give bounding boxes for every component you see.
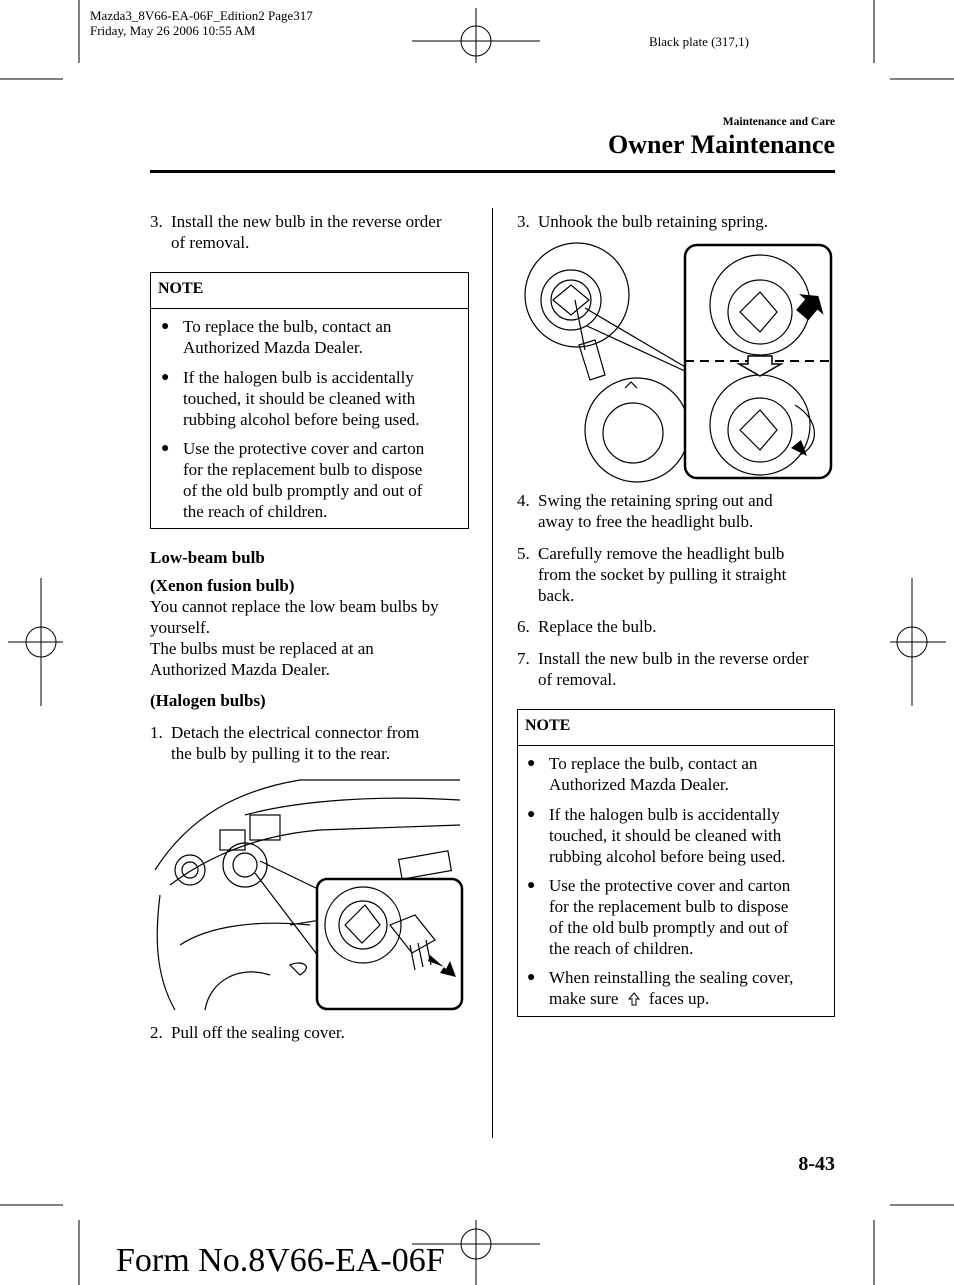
bullet-dot-icon: ● [161, 441, 170, 456]
step-text-line: the bulb by pulling it to the rear. [171, 744, 391, 763]
xenon-text-line: Authorized Mazda Dealer. [150, 660, 330, 679]
bullet-text: faces up. [648, 989, 710, 1008]
bullet-line: To replace the bulb, contact an [549, 754, 758, 773]
bullet-line: for the replacement bulb to dispose [183, 460, 423, 479]
low-beam-heading: Low-beam bulb [150, 548, 265, 567]
step-text-line: away to free the headlight bulb. [538, 512, 754, 531]
step-text-line: Swing the retaining spring out and [538, 491, 773, 510]
bullet-line: Authorized Mazda Dealer. [183, 338, 363, 357]
right-step-4 [517, 490, 837, 535]
bullet-line: Use the protective cover and carton [183, 439, 425, 458]
header-rule [150, 170, 835, 173]
left-step-1 [150, 722, 480, 767]
bullet-dot-icon: ● [527, 878, 536, 893]
bullet-line-with-icon [549, 988, 793, 1009]
step-number: 3. [517, 212, 530, 231]
bullet-line: of the old bulb promptly and out of [549, 918, 789, 937]
file-info-line2: Friday, May 26 2006 10:55 AM [90, 23, 256, 38]
xenon-text-line: yourself. [150, 618, 210, 637]
bullet-line: If the halogen bulb is accidentally [183, 368, 414, 387]
xenon-text-line: You cannot replace the low beam bulbs by [150, 597, 439, 616]
right-step-3 [517, 211, 837, 233]
step-number: 4. [517, 491, 530, 510]
form-number: Form No.8V66-EA-06F [116, 1242, 445, 1279]
bullet-line: Use the protective cover and carton [549, 876, 791, 895]
step-text-line: Install the new bulb in the reverse order [538, 649, 809, 668]
connector-illustration [150, 775, 470, 1015]
left-step-2 [150, 1022, 480, 1044]
bullet-line: To replace the bulb, contact an [183, 317, 392, 336]
bullet-dot-icon: ● [161, 370, 170, 385]
bullet-dot-icon: ● [527, 970, 536, 985]
bullet-line: the reach of children. [549, 939, 694, 958]
bullet-dot-icon: ● [527, 807, 536, 822]
file-info [90, 8, 313, 38]
step-text-line: Pull off the sealing cover. [171, 1023, 345, 1042]
bullet-line: of the old bulb promptly and out of [183, 481, 423, 500]
note-header [518, 710, 834, 746]
bullet-line: for the replacement bulb to dispose [549, 897, 789, 916]
file-info-line1: Mazda3_8V66-EA-06F_Edition2 Page317 [90, 8, 313, 23]
column-divider [492, 208, 493, 1138]
right-step-5 [517, 543, 837, 609]
bullet-line: touched, it should be cleaned with [549, 826, 782, 845]
step-text-line: of removal. [538, 670, 617, 689]
note-box-left [150, 272, 469, 529]
note-label: NOTE [525, 717, 571, 734]
step-text-line: Carefully remove the headlight bulb [538, 544, 785, 563]
note-label: NOTE [158, 280, 204, 297]
bullet-line: rubbing alcohol before being used. [183, 410, 420, 429]
step-text-line: Detach the electrical connector from [171, 723, 420, 742]
bullet-line: rubbing alcohol before being used. [549, 847, 786, 866]
xenon-text-line: The bulbs must be replaced at an [150, 639, 374, 658]
bullet-line: If the halogen bulb is accidentally [549, 805, 780, 824]
right-step-7 [517, 648, 837, 693]
step-number: 6. [517, 617, 530, 636]
bullet-line: touched, it should be cleaned with [183, 389, 416, 408]
halogen-heading: (Halogen bulbs) [150, 691, 266, 710]
step-number: 5. [517, 544, 530, 563]
step-text-line: Unhook the bulb retaining spring. [538, 212, 768, 231]
plate-label: Black plate (317,1) [649, 34, 749, 49]
step-number: 2. [150, 1023, 163, 1042]
left-step-3 [150, 211, 480, 256]
step-text-line: Replace the bulb. [538, 617, 657, 636]
section-name: Maintenance and Care [722, 116, 835, 128]
note-header [151, 273, 468, 309]
page-title: Owner Maintenance [608, 130, 835, 159]
step-text-line: back. [538, 586, 575, 605]
note-box-right [517, 709, 835, 1017]
spring-illustration [515, 240, 833, 482]
bullet-dot-icon: ● [161, 319, 170, 334]
step-number: 3. [150, 212, 163, 231]
bullet-text: make sure [549, 989, 619, 1008]
xenon-text [150, 596, 480, 680]
xenon-heading: (Xenon fusion bulb) [150, 576, 295, 595]
step-text-line: from the socket by pulling it straight [538, 565, 787, 584]
step-number: 1. [150, 723, 163, 742]
bullet-line: the reach of children. [183, 502, 328, 521]
step-number: 7. [517, 649, 530, 668]
bullet-line: When reinstalling the sealing cover, [549, 968, 794, 987]
right-step-6 [517, 616, 837, 638]
step-text-line: of removal. [171, 233, 250, 252]
bullet-line: Authorized Mazda Dealer. [549, 775, 729, 794]
step-text-line: Install the new bulb in the reverse order [171, 212, 442, 231]
bullet-dot-icon: ● [527, 756, 536, 771]
page-number: 8-43 [798, 1153, 835, 1175]
up-arrow-icon [623, 988, 645, 1009]
